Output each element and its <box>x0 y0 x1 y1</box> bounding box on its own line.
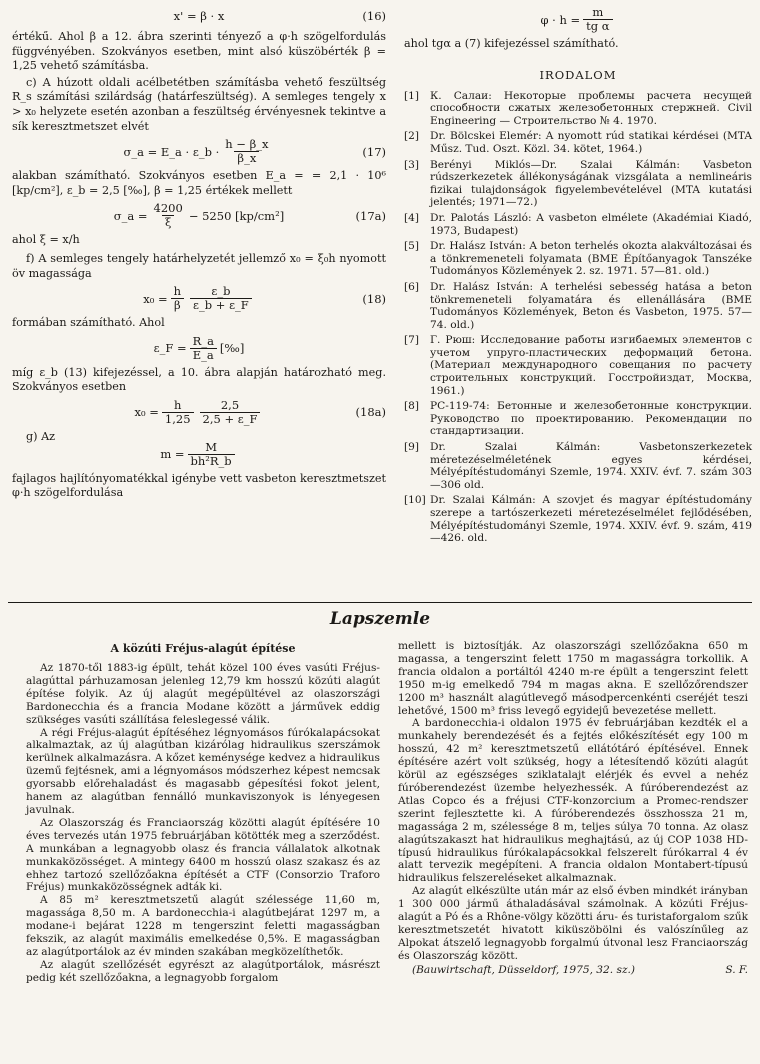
article-paragraph: A régi Fréjus-alagút építéséhez légnyomásos fúrókalapácsokat alkalmaztak, az új alagútban kizárólag hidraulikus szerszámok kerülnek alkalmazásra. A kőzet keménysége kedvez a hidraulikus üzemű fejtésnek, ami a légnyomásos módszerhez képest nemcsak gyorsabb előrehaladást és magasabb gépesítési fokot jelent, hanem az alagútban fennálló munkaviszonyok is lényegesen javulnak. <box>26 726 380 816</box>
fraction-denominator: tg α <box>583 19 612 33</box>
equation-lhs: σ_a = <box>113 208 148 223</box>
reference-text: Dr. Szalai Kálmán: Vasbetonszerkezetek méretezéselméletének egyes kérdései, Mélyépítéstudományi Szemle, 1974. XXIV. évf. 7. szám 303—306 old. <box>430 441 752 491</box>
article-left-column <box>26 640 380 985</box>
fraction-denominator: 2,5 + ε_F <box>200 412 261 426</box>
equation-18 <box>12 285 386 312</box>
fraction <box>190 285 252 312</box>
fraction-denominator: 1,25 <box>162 412 194 426</box>
article-paragraph: mellett is biztosítják. Az olaszországi szellőzőakna 650 m magassa, a tengerszint felett 1750 m magasságra torkollik. A francia oldalon a portáltól 4240 m-re épült a tengerszint felett 1950 m-ig emelkedő 794 m magas akna. E szellőzőrendszer 1200 m³ használt alagútlevegő másodpercenkénti cseréjét teszi lehetővé, 1500 m³ friss levegő egyidejű bevezetése mellett. <box>398 640 748 717</box>
article-left-text <box>26 662 380 985</box>
paragraph: értékű. Ahol β a 12. ábra szerinti tényező a φ·h szögelfordulás függvényében. Szokványos esetben, mint alsó küszöbérték β = 1,25 vehető számításba. <box>12 30 386 73</box>
reference-number: [7] <box>404 334 420 347</box>
reference-text: Berényi Miklós—Dr. Szalai Kálmán: Vasbeton rúdszerkezetek állékonyságának vizsgálata a nemlineáris fizikai tulajdonságok figyelembevételével (MTA kutatási jelentés; 1971—72.) <box>430 158 752 209</box>
equation-number: (18a) <box>355 405 386 420</box>
reference-item <box>404 212 752 237</box>
fraction <box>162 399 194 426</box>
section-title: Lapszemle <box>329 609 431 629</box>
fraction-denominator: β <box>171 298 184 312</box>
article-paragraph: Az alagút szellőzését egyrészt az alagútportálok, másrészt pedig két szellőzőakna, a legnagyobb forgalom <box>26 958 380 984</box>
fraction-numerator: M <box>205 439 217 454</box>
equation-lhs: x₀ = <box>134 405 159 420</box>
fraction <box>200 399 261 426</box>
reference-number: [4] <box>404 211 420 224</box>
fraction <box>151 202 186 229</box>
paragraph: formában számítható. Ahol <box>12 316 165 330</box>
article-title: A közúti Fréjus-alagút építése <box>110 642 296 655</box>
equation-lhs: φ · h = <box>540 12 581 27</box>
reference-item <box>404 90 752 128</box>
reference-text: Dr. Bölcskei Elemér: A nyomott rúd statikai kérdései (MTA Műsz. Tud. Oszt. Közl. 34. kötet, 1964.) <box>430 130 752 155</box>
reference-text: PC-119-74: Бетонные и железобетонные конструкции. Руководство по проектированию. Рекомендации по стандартизации. <box>430 400 752 438</box>
section-divider <box>8 602 752 603</box>
fraction <box>222 138 271 165</box>
equation-epsilon-f <box>12 335 386 362</box>
equation-number: (18) <box>362 291 386 306</box>
reference-text: К. Салаи: Некоторые проблемы расчета несущей способности сжатых железобетонных стержней. Civil Engineering — Строительство № 4. 1970. <box>430 89 752 127</box>
fraction-denominator: E_a <box>190 348 217 362</box>
equation-phi-h <box>404 6 752 33</box>
paragraph: c) A húzott oldali acélbetétben számításba vehető feszültség R_s számítási szilárdság (határfeszültség). A semleges tengely x > x₀ helyzete esetén azonban a feszültség érvényesnek tekintve a sík keresztmetszet elvét <box>12 75 386 133</box>
reference-number: [9] <box>404 441 420 454</box>
reference-number: [2] <box>404 130 420 143</box>
equation-rhs: [‰] <box>219 341 245 356</box>
reference-text: Dr. Szalai Kálmán: A szovjet és magyar építéstudomány szerepe a tartószerkezeti méretezéselmélet fejlődésében, Mélyépítéstudományi Szemle, 1974. XXIV. évf. 9. szám, 419—426. old. <box>430 494 752 545</box>
fraction <box>583 6 612 33</box>
fraction-numerator: m <box>592 5 604 19</box>
article-source-line <box>398 964 748 976</box>
equation-number: (16) <box>362 9 386 23</box>
equation-16 <box>12 6 386 26</box>
reference-number: [1] <box>404 89 420 102</box>
reference-item <box>404 494 752 544</box>
article-right-column <box>398 640 748 976</box>
fraction-numerator: h − β_x <box>225 137 269 152</box>
article-right-text <box>398 640 748 963</box>
equation-rhs: − 5250 [kp/cm²] <box>188 208 285 223</box>
fraction-numerator: h <box>173 284 182 299</box>
article-paragraph: Az 1870-től 1883-ig épült, tehát közel 100 éves vasúti Fréjus-alagúttal párhuzamosan jelenleg 12,79 km hosszú közúti alagút építése folyik. Az új alagút megépültével az olaszországi Bardonecchia és a francia Modane között a járművek eddig szükséges vasúti szállítása feleslegessé válik. <box>26 662 380 726</box>
left-column <box>12 6 386 501</box>
fraction-numerator: 4200 <box>153 201 183 216</box>
right-column <box>404 6 752 548</box>
fraction-numerator: ε_b <box>211 284 231 299</box>
fraction-numerator: 2,5 <box>220 397 240 412</box>
reference-number: [6] <box>404 280 420 293</box>
fraction-denominator: β_x <box>234 151 259 165</box>
reference-item <box>404 441 752 491</box>
reference-text: Г. Рюш: Исследование работы изгибаемых элементов с учетом упруго-пластических деформаций бетона. (Материал международного совещания по расчету строительных конструкций. Госстройиздат, Москва, 1961.) <box>430 334 752 397</box>
reference-item <box>404 400 752 438</box>
paragraph: ahol ξ = x/h <box>12 233 80 247</box>
reference-text: Dr. Halász István: A terhelési sebesség hatása a beton tönkremeneteli folyamatára és ellenállására (BME Tudományos Közlemények, Beton és Vasbeton, 1975. 57—74. old.) <box>430 280 752 331</box>
equation-lhs: x₀ = <box>143 291 168 306</box>
paragraph: fajlagos hajlítónyomatékkal igénybe vett vasbeton keresztmetszet φ·h szögelfordulása <box>12 471 386 500</box>
article-paragraph: Az alagút elkészülte után már az első évben mindkét irányban 1 300 000 jármű áthaladásával számolnak. A közúti Fréjus-alagút a Pó és a Rhône-völgy közötti áru- és turistaforgalom szűk keresztmetszetét hivatott kiküszöbölni és valószínűleg az Alpokat átszelő legnagyobb forgalmú útvonal lesz Franciaország és Olaszország között. <box>398 885 748 962</box>
fraction-denominator: ε_b + ε_F <box>190 298 252 312</box>
equation-17a <box>12 202 386 229</box>
paragraph: f) A semleges tengely határhelyzetét jellemző x₀ = ξ₀h nyomott öv magassága <box>12 251 386 280</box>
equation-m <box>12 441 386 468</box>
fraction <box>171 285 184 312</box>
equation-17 <box>12 138 386 165</box>
fraction-numerator: h <box>174 397 182 412</box>
equation-lhs: σ_a = E_a · ε_b · <box>123 144 220 159</box>
fraction-denominator: ξ <box>162 215 174 229</box>
reference-item <box>404 240 752 278</box>
article-paragraph: Az Olaszország és Franciaország közötti alagút építésére 10 éves tervezés után 1975 februárjában kötötték meg a szerződést. A munkában a legnagyobb olasz és francia vállalatok alkotnak munkaközösséget. A mintegy 6400 m hosszú olasz szakasz és az ehhez tartozó szellőzőakna építését a CTF (Consorzio Traforo Fréjus) munkaközösségnek adták ki. <box>26 816 380 894</box>
equation-lhs: m = <box>160 447 185 461</box>
references-heading: IRODALOM <box>539 67 617 82</box>
fraction-numerator: R_a <box>192 333 214 348</box>
reference-text: Dr. Palotás László: A vasbeton elmélete (Akadémiai Kiadó, 1973, Budapest) <box>430 211 752 237</box>
reference-text: Dr. Halász István: A beton terhelés okozta alakváltozásai és a tönkremeneteli folyamata (BME Építőanyagok Tanszéke Tudományos Közlemények 2. sz. 1971. 57—81. old.) <box>430 240 752 278</box>
fraction <box>190 335 217 362</box>
article-paragraph: A 85 m² keresztmetszetű alagút szélessége 11,60 m, magassága 8,50 m. A bardonecchia-i alagútbejárat 1297 m, a modane-i bejárat 1228 m tengerszint feletti magasságban fekszik, az alagút maximális emelkedése 0,5%. E magasságban az alagútportálok az év minden szakában megközelíthetők. <box>26 894 380 958</box>
reference-item <box>404 130 752 155</box>
paragraph: alakban számítható. Szokványos esetben E_a = = 2,1 · 10⁶ [kp/cm²], ε_b = 2,5 [‰], β = 1,25 értékek mellett <box>12 169 386 197</box>
reference-list <box>404 90 752 545</box>
equation-lhs: ε_F = <box>153 341 187 356</box>
paragraph: g) Az <box>26 429 56 443</box>
equation-expr: x' = β · x <box>173 9 225 23</box>
reference-number: [10] <box>404 494 426 507</box>
fraction-denominator: bh²R_b <box>188 454 235 468</box>
paragraph: míg ε_b (13) kifejezéssel, a 10. ábra alapján határozható meg. Szokványos esetben <box>12 365 386 394</box>
reference-number: [5] <box>404 240 420 253</box>
reference-item <box>404 281 752 331</box>
article-author: S. F. <box>725 963 748 976</box>
reference-item <box>404 159 752 209</box>
equation-number: (17a) <box>355 208 386 223</box>
equation-number: (17) <box>362 144 386 159</box>
article-paragraph: A bardonecchia-i oldalon 1975 év februárjában kezdték el a munkahely berendezését és a fejtés előkészítését egy 100 m hosszú, 42 m² keresztmetszetű ellátótáró építésével. Ennek építésére azért volt szükség, hogy a létesítendő közúti alagút körül az egészséges sziklatalajt elérjék és evvel a nehéz fúróberendezést üzembe helyezhessék. A fúróberendezést az Atlas Copco és a fréjusi CTF-konzorcium a Promec-rendszer szerint fejlesztette ki. A fúróberendezés összhossza 21 m, magassága 2 m, szélessége 8 m, teljes súlya 70 tonna. Az olasz alagútszakaszt hat hidraulikus meghajtású, az új COP 1038 HD-típusú hidraulikus fúrókalapácsokkal felszerelt fúrókarral 4 év alatt tervezik megépíteni. A francia oldalon Montabert-típusú hidraulikus felszereléseket alkalmaznak. <box>398 717 748 885</box>
fraction <box>188 441 235 468</box>
article-source: (Bauwirtschaft, Düsseldorf, 1975, 32. sz.) <box>412 963 636 976</box>
reference-item <box>404 334 752 397</box>
paragraph: ahol tgα a (7) kifejezéssel számítható. <box>404 37 619 50</box>
equation-18a <box>12 399 386 426</box>
reference-number: [8] <box>404 400 420 413</box>
reference-number: [3] <box>404 158 420 171</box>
